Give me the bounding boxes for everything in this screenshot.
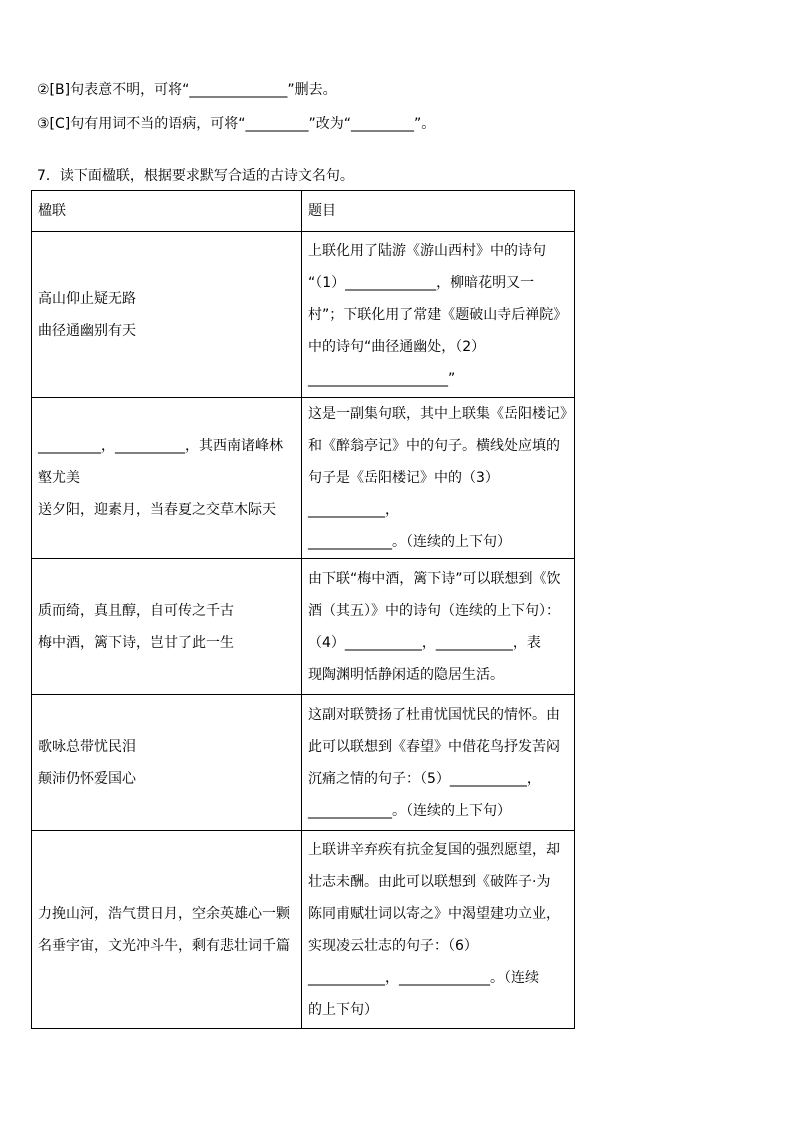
table-row (32, 232, 575, 398)
question-line: 中的诗句“曲径通幽处，（2） (308, 338, 486, 355)
header-question: 题目 (302, 191, 575, 232)
couplet-cell (32, 831, 302, 1029)
question-line: ____________________” (308, 370, 456, 387)
couplet-cell (32, 559, 302, 695)
table-row (32, 695, 575, 831)
question-line: 和《醉翁亭记》中的句子。横线处应填的 (308, 438, 560, 454)
couplet-cell (32, 232, 302, 398)
table-row (32, 559, 575, 695)
question-line: “（1）_____________，柳暗花明又一 (308, 274, 535, 291)
question-line: 这是一副集句联，其中上联集《岳阳楼记》 (308, 406, 574, 422)
couplet-table (31, 190, 575, 1029)
question-line: 上联化用了陆游《游山西村》中的诗句 (308, 242, 546, 259)
question-line: 实现凌云壮志的句子：（6） (308, 937, 478, 954)
question-line: ____________。（连续的上下句） (308, 534, 511, 550)
question-7-title: 7．读下面楹联，根据要求默写合适的古诗文名句。 (37, 168, 354, 184)
question-line: ____________。（连续的上下句） (308, 802, 511, 819)
header-couplet: 楹联 (32, 191, 302, 232)
question-line: 的上下句） (308, 1001, 378, 1018)
couplet-line: 曲径通幽别有天 (38, 322, 136, 339)
question-cell (302, 831, 575, 1029)
answer-line-2: ②[B]句表意不明，可将“______________”删去。 (37, 82, 337, 98)
couplet-line: 壑尤美 (38, 470, 80, 486)
table-row (32, 398, 575, 559)
couplet-cell (32, 398, 302, 559)
question-line: 村”；下联化用了常建《题破山寺后禅院》 (308, 306, 568, 323)
couplet-line: 颠沛仍怀爱国心 (38, 770, 136, 787)
couplet-line: _________，__________，其西南诸峰林 (38, 438, 283, 454)
answer-line-3: ③[C]句有用词不当的语病，可将“_________”改为“_________”。 (37, 116, 436, 132)
question-line: 现陶渊明恬静闲适的隐居生活。 (308, 666, 504, 683)
couplet-line: 名垂宇宙，文光冲斗牛，剩有悲壮词千篇 (38, 937, 290, 954)
question-line: 此可以联想到《春望》中借花鸟抒发苦闷 (308, 738, 560, 755)
couplet-line: 力挽山河，浩气贯日月，空余英雄心一颗 (38, 905, 290, 922)
couplet-line: 高山仰止疑无路 (38, 290, 136, 307)
question-line: 上联讲辛弃疾有抗金复国的强烈愿望，却 (308, 841, 560, 858)
table-row (32, 831, 575, 1029)
question-line: 陈同甫赋壮词以寄之》中渴望建功立业， (308, 905, 560, 922)
question-line: 这副对联赞扬了杜甫忧国忧民的情怀。由 (308, 706, 560, 723)
couplet-line: 歌咏总带忧民泪 (38, 738, 136, 755)
question-cell (302, 559, 575, 695)
question-cell (302, 232, 575, 398)
couplet-line: 送夕阳，迎素月，当春夏之交草木际天 (38, 502, 276, 518)
question-line: （4）___________，___________，表 (308, 634, 541, 651)
question-line: 由下联“梅中酒，篱下诗”可以联想到《饮 (308, 570, 561, 587)
couplet-line: 梅中酒，篱下诗，岂甘了此一生 (38, 634, 234, 651)
question-line: 壮志未酬。由此可以联想到《破阵子·为 (308, 873, 551, 890)
table-header-row (32, 191, 575, 232)
question-line: ___________，_____________。（连续 (308, 969, 539, 986)
question-line: 酒（其五）》中的诗句（连续的上下句）： (308, 602, 560, 619)
couplet-line: 质而绮，真且醇，自可传之千古 (38, 602, 234, 619)
question-cell (302, 695, 575, 831)
couplet-cell (32, 695, 302, 831)
question-cell (302, 398, 575, 559)
question-line: 沉痛之情的句子：（5）___________， (308, 770, 541, 787)
question-line: 句子是《岳阳楼记》中的（3）___________， (308, 470, 499, 518)
